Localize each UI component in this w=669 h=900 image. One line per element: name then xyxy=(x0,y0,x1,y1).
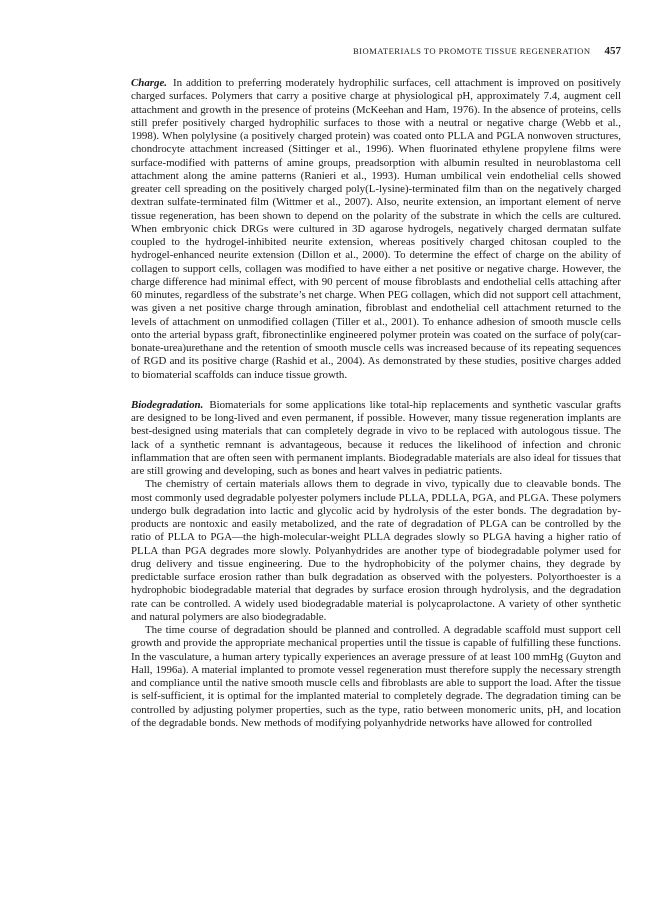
biodegradation-text-1: Biomaterials for some applications like total-hip replacements and synthetic vascular grafts are designed to be long-lived and even permanent, if possible. However, many tissue regeneration implants are best-designed using materials that can completely degrade in vivo to be replaced with autologous tissue. The lack of a synthetic remnant is advantageous, because it reduces the likelihood of infection and chronic inflammation that are often seen with permanent implants. Biodegradable materials are also ideal for tissues that are still growing and developing, such as bones and heart valves in pediatric patients. xyxy=(131,398,621,477)
charge-text: In addition to preferring moderately hydrophilic surfaces, cell attachment is improved on positively charged surfaces. Polymers that carry a positive charge at physiological pH, approximately 7.4, augment cell attachment and growth in the presence of proteins (McKeehan and Ham, 1976). In the absence of proteins, cells still prefer positively charged hydrophilic surfaces to those with a neutral or negative charge (Webb et al., 1998). When polylysine (a positively charged protein) was coated onto PLLA and PGLA nonwoven structures, chondrocyte attachment increased (Sittinger et al., 1996). When fluorinated ethylene propylene films were surface-modified with patterns of amine groups, preadsorption with albumin resulted in neuroblastoma cell attachment along the amine patterns (Ranieri et al., 1993). Human umbilical vein endothelial cells showed greater cell spreading on the positively charged poly(L-lysine)-terminated film than on the negatively charged dextran sulfate-terminated film (Wittmer et al., 2007). Also, neurite extension, an important element of nerve tissue regeneration, has been shown to depend on the polarity of the substrate in which the cells are cultured. When embryonic chick DRGs were cultured in 3D agarose hydrogels, negatively charged dermatan sulfate coupled to the hydrogel-inhibited neurite extension, whereas positively charged chitosan coupled to the hydrogel-enhanced neurite extension (Dillon et al., 2000). To determine the effect of charge on the ability of collagen to support cells, collagen was modified to have either a net positive or negative charge. However, the charge difference had minimal effect, with 90 percent of mouse fibroblasts and endothelial cells attaching after 60 minutes, regardless of the substrate’s net charge. When PEG collagen, which did not support cell attachment, was given a net positive charge through amination, fibroblast and endothelial cell attachment returned to the levels of attachment on unmodified collagen (Tiller et al., 2001). To enhance adhesion of smooth muscle cells onto the arterial bypass graft, fibronectinlike engineered polymer protein was coated on the surface of poly(carbonate-urea)urethane and the retention of smooth muscle cells was increased because of its repeating sequences of RGD and its positive charge (Rashid et al., 2004). As demonstrated by these studies, positive charges added to biomaterial scaffolds can induce tissue growth. xyxy=(131,77,621,381)
body-text xyxy=(131,77,621,730)
biodegradation-paragraph-2: The chemistry of certain materials allows them to degrade in vivo, typically due to cleavable bonds. The most commonly used degradable polyester polymers include PLLA, PDLLA, PGA, and PLGA. These polymers undergo bulk degradation into lactic and glycolic acid by hydrolysis of the ester bonds. The degradation by-products are nontoxic and easily metabolized, and the rate of degradation of PLGA can be controlled by the ratio of PLLA to PGA—the high-molecular-weight PLLA degrades slowly so PLGA having a higher ratio of PLLA than PGA degrades more slowly. Polyanhydrides are another type of biodegradable polymer used for drug delivery and tissue engineering. Due to the hydrophobicity of the polymer chains, they degrade by predictable surface erosion rather than bulk degradation as observed with the polyesters. Polyorthoester is a hydrophobic biodegradable material that degrades by surface erosion through hydrolysis, and the degradation rate can be controlled. A widely used biodegradable material is polycaprolactone. A variety of other synthetic and natural polymers are also biodegradable. xyxy=(131,478,621,623)
charge-paragraph xyxy=(131,77,621,382)
running-header xyxy=(131,44,621,58)
section-gap xyxy=(131,382,621,399)
biodegradation-paragraph-3: The time course of degradation should be planned and controlled. A degradable scaffold must support cell growth and provide the appropriate mechanical properties until the tissue is capable of fulfilling these functions. In the vasculature, a human artery typically experiences an average pressure of at least 100 mmHg (Guyton and Hall, 1996a). A material implanted to promote vessel regeneration must therefore supply the necessary strength and compliance until the native smooth muscle cells and fibroblasts are able to support the load. After the tissue is self-sufficient, it is optimal for the implanted material to completely degrade. The degradation timing can be controlled by adjusting polymer properties, such as the type, ratio between monomeric units, pH, and location of the degradable bonds. New methods of modifying polyanhydride networks have allowed for controlled xyxy=(131,624,621,729)
biodegradation-heading: Biodegradation. xyxy=(131,398,204,411)
charge-heading: Charge. xyxy=(131,77,168,89)
running-title: BIOMATERIALS TO PROMOTE TISSUE REGENERATION xyxy=(352,46,591,56)
page-number: 457 xyxy=(604,45,621,57)
biodegradation-paragraph-1 xyxy=(131,399,621,479)
